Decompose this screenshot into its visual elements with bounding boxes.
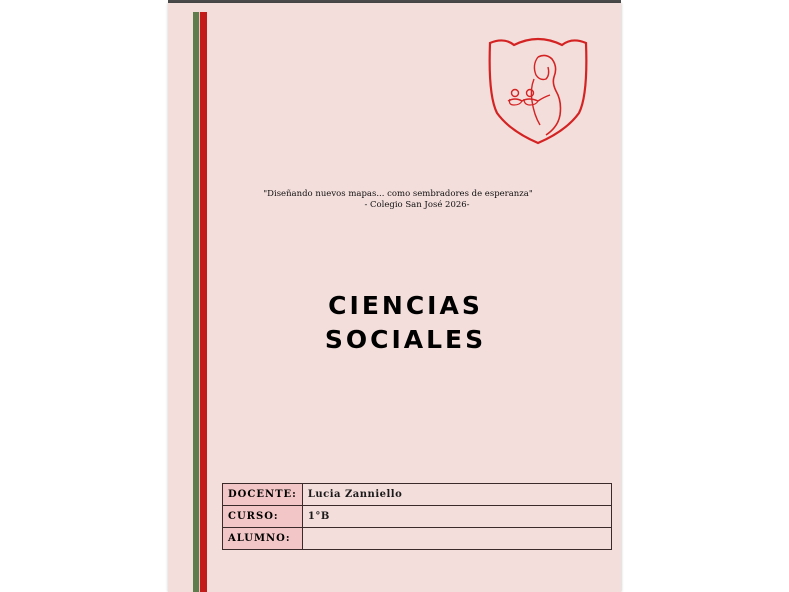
motto-line-2: - Colegio San José 2026- bbox=[364, 200, 470, 210]
curso-value: 1°B bbox=[302, 506, 611, 528]
table-row bbox=[223, 528, 612, 550]
document-page bbox=[168, 3, 621, 592]
student-info-table bbox=[222, 483, 612, 550]
motto-line-1: "Diseñando nuevos mapas... como sembradores de esperanza" bbox=[263, 189, 533, 199]
alumno-label: ALUMNO: bbox=[223, 528, 303, 550]
docente-value: Lucia Zanniello bbox=[302, 484, 611, 506]
alumno-value[interactable] bbox=[302, 528, 611, 550]
red-border-stripe bbox=[200, 12, 207, 592]
subject-title bbox=[268, 289, 543, 357]
school-crest-icon bbox=[484, 35, 592, 145]
subject-title-line-1: CIENCIAS bbox=[328, 291, 483, 320]
table-row bbox=[223, 484, 612, 506]
curso-label: CURSO: bbox=[223, 506, 303, 528]
docente-label: DOCENTE: bbox=[223, 484, 303, 506]
school-motto bbox=[238, 189, 558, 211]
subject-title-line-2: SOCIALES bbox=[324, 325, 487, 354]
table-row bbox=[223, 506, 612, 528]
